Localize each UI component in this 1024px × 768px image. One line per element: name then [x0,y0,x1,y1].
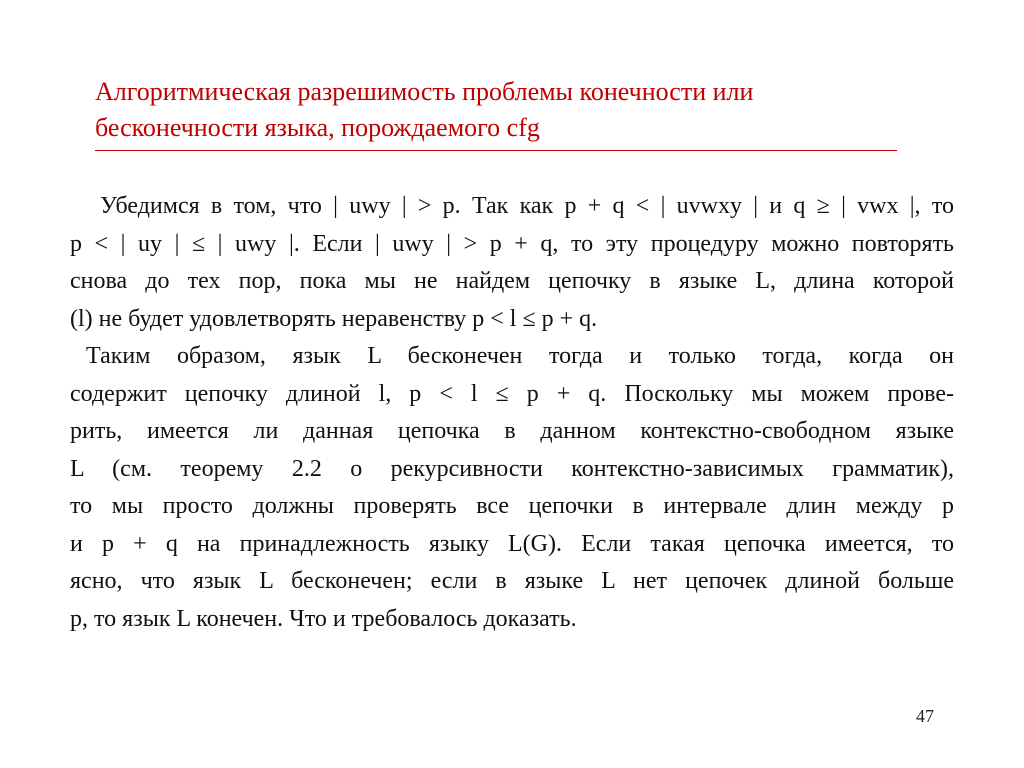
slide-body [70,188,954,638]
body-line: то мы просто должны проверять все цепочки в интервале длин между p [70,493,954,519]
slide-title [95,74,915,146]
body-line: L (см. теорему 2.2 о рекурсивности контекстно-зависимых грамматик), [70,455,954,482]
page-number: 47 [916,706,934,726]
body-line: и p + q на принадлежность языку L(G). Если такая цепочка имеется, то [70,530,954,557]
body-line: p < | uy | ≤ | uwy |. Если | uwy | > p + q, то эту процедуру можно повторять [70,230,954,257]
body-line: ясно, что язык L бесконечен; если в языке L нет цепочек длиной больше [70,568,954,594]
body-line: (l) не будет удовлетворять неравенству p < l ≤ p + q. [70,305,598,332]
body-line: Таким образом, язык L бесконечен тогда и только тогда, когда он [86,343,954,369]
body-line: содержит цепочку длиной l, p < l ≤ p + q. Поскольку мы можем прове- [70,380,954,407]
body-line: снова до тех пор, пока мы не найдем цепочку в языке L, длина которой [70,268,954,294]
body-line: рить, имеется ли данная цепочка в данном контекстно-свободном языке [70,418,954,444]
body-line: p, то язык L конечен. Что и требовалось доказать. [70,605,577,632]
slide-title-line-2: бесконечности языка, порождаемого cfg [95,113,540,142]
slide-title-line-1: Алгоритмическая разрешимость проблемы конечности или [95,77,754,106]
title-underline [95,150,897,151]
body-line: Убедимся в том, что | uwy | > p. Так как p + q < | uvwxy | и q ≥ | vwx |, то [100,193,954,219]
